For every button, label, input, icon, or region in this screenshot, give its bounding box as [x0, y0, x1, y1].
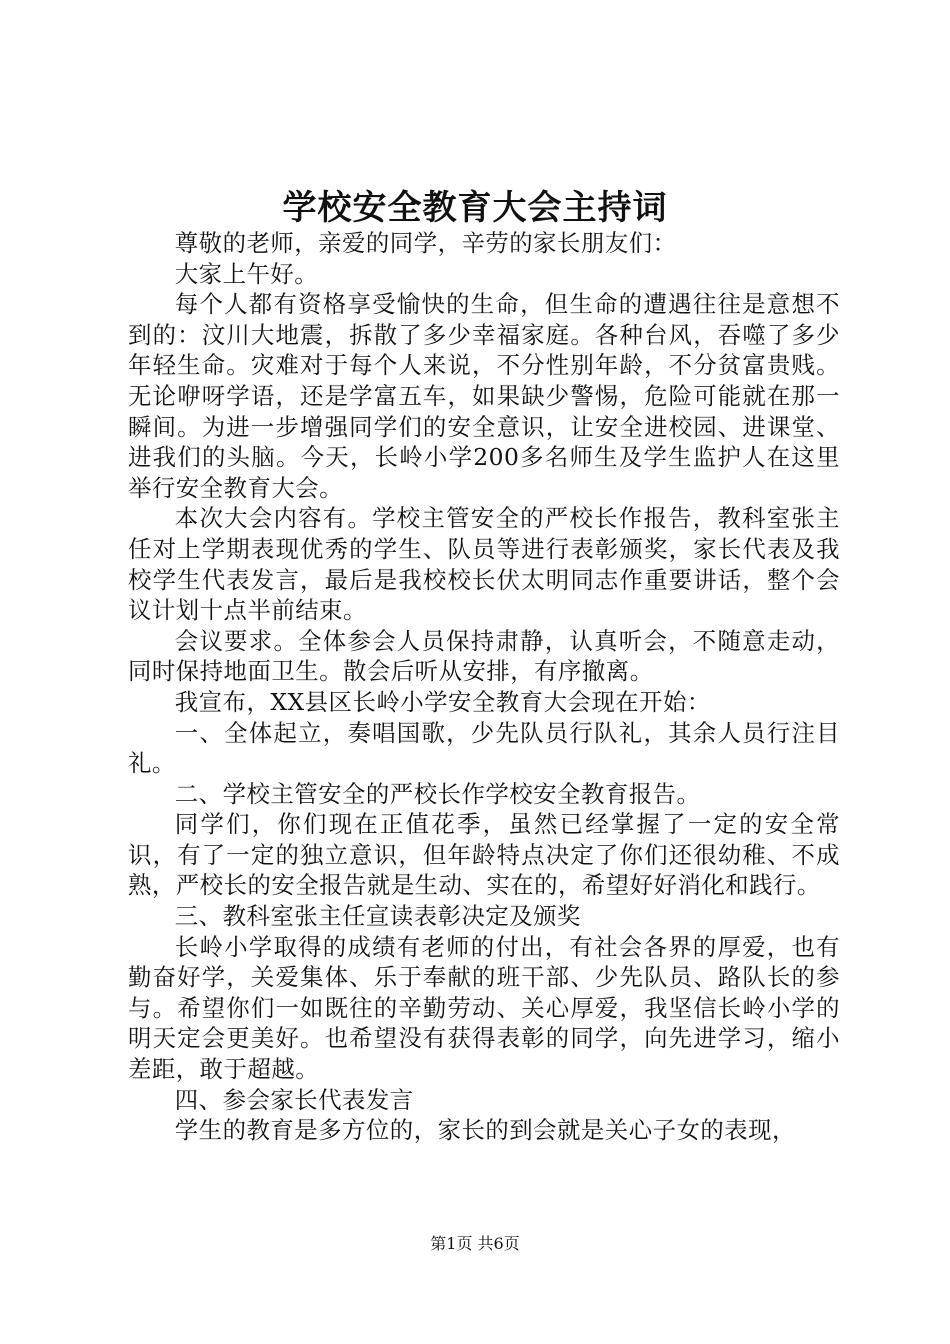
paragraph-item-two-detail: 同学们，你们现在正值花季，虽然已经掌握了一定的安全常识，有了一定的独立意识，但年龄特点决定了你们还很幼稚、不成熟，严校长的安全报告就是生动、实在的，希望好好消化和践行。	[128, 810, 840, 900]
paragraph-item-four-detail: 学生的教育是多方位的，家长的到会就是关心子女的表现，	[174, 1116, 796, 1145]
paragraph-item-three-detail: 长岭小学取得的成绩有老师的付出，有社会各界的厚爱，也有勤奋好学，关爱集体、乐于奉献的班干部、少先队员、路队长的参与。希望你们一如既往的辛勤劳动、关心厚爱，我坚信长岭小学的明天定会更美好。也希望没有获得表彰的同学，向先进学习，缩小差距，敢于超越。	[128, 932, 840, 1084]
paragraph-agenda: 本次大会内容有。学校主管安全的严校长作报告，教科室张主任对上学期表现优秀的学生、队员等进行表彰颁奖，家长代表及我校学生代表发言，最后是我校校长伏太明同志作重要讲话，整个会议计划十点半前结束。	[128, 504, 840, 625]
document-title: 学校安全教育大会主持词	[282, 188, 668, 228]
paragraph-requirements: 会议要求。全体参会人员保持肃静，认真听会，不随意走动，同时保持地面卫生。散会后听从安排，有序撤离。	[128, 626, 840, 686]
document-body	[128, 228, 840, 1146]
paragraph-item-two: 二、学校主管安全的严校长作学校安全教育报告。	[174, 779, 701, 808]
paragraph-good-morning: 大家上午好。	[174, 259, 319, 288]
paragraph-item-one: 一、全体起立，奏唱国歌，少先队员行队礼，其余人员行注目礼。	[128, 718, 840, 778]
paragraph-item-three: 三、教科室张主任宣读表彰决定及颁奖	[174, 902, 581, 931]
page-footer: 第1页 共6页	[430, 1234, 520, 1253]
paragraph-announcement: 我宣布，XX县区长岭小学安全教育大会现在开始：	[174, 687, 711, 716]
paragraph-introduction: 每个人都有资格享受愉快的生命，但生命的遭遇往往是意想不到的：汶川大地震，拆散了多少幸福家庭。各种台风，吞噬了多少年轻生命。灾难对于每个人来说，不分性别年龄，不分贫富贵贱。无论咿呀学语，还是学富五车，如果缺少警惕，危险可能就在那一瞬间。为进一步增强同学们的安全意识，让安全进校园、进课堂、进我们的头脑。今天，长岭小学200多名师生及学生监护人在这里举行安全教育大会。	[128, 290, 840, 502]
paragraph-item-four: 四、参会家长代表发言	[174, 1085, 414, 1114]
paragraph-greeting: 尊敬的老师，亲爱的同学，辛劳的家长朋友们：	[174, 229, 677, 257]
